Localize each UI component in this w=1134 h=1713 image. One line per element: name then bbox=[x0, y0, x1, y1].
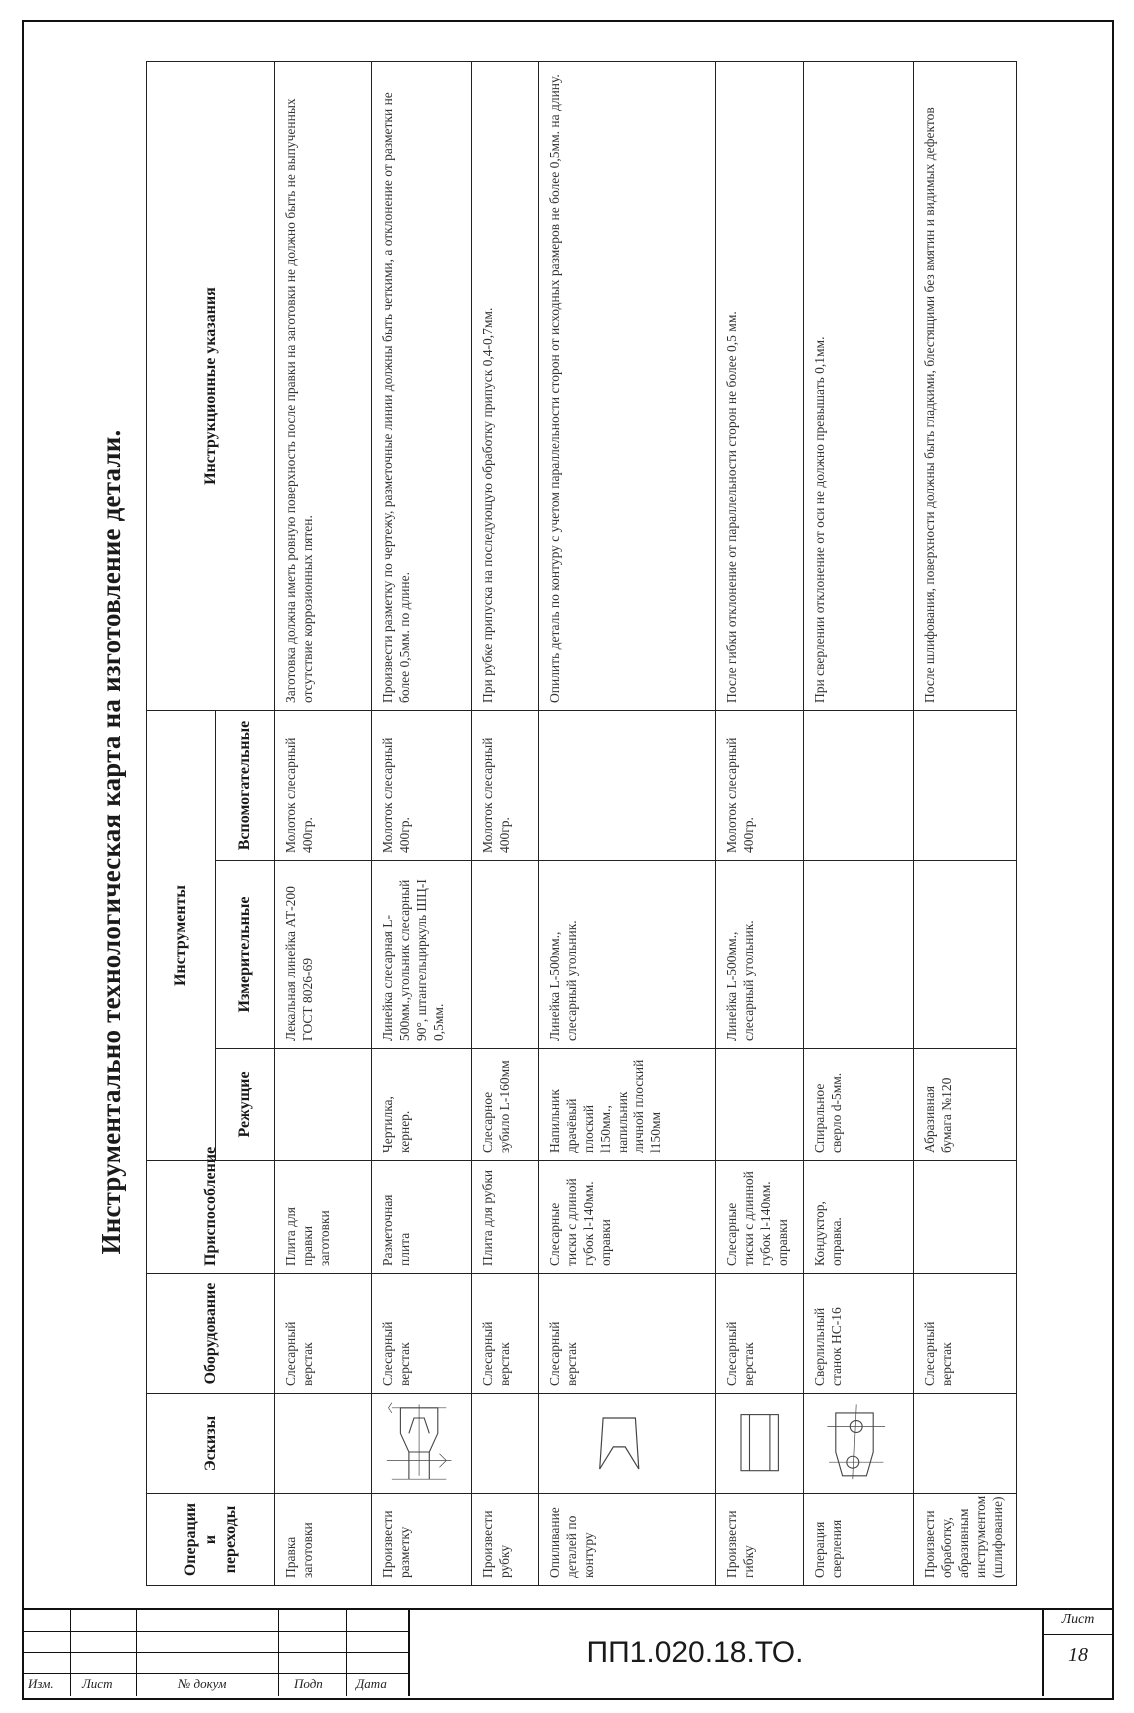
cell-cutting bbox=[716, 1049, 804, 1161]
cell-sketch bbox=[372, 1394, 472, 1494]
cell-equipment: Слесарный верстак bbox=[275, 1274, 372, 1394]
cell-measuring: Лекальная линейка АТ-200 ГОСТ 8026-69 bbox=[275, 861, 372, 1049]
table-row bbox=[914, 62, 1017, 1586]
cell-measuring bbox=[914, 861, 1017, 1049]
cell-instructions: Произвести разметку по чертежу, разметочные линии должны быть четкими, а отклонение от разметки не более 0,5мм. по длине. bbox=[372, 62, 472, 711]
table-row bbox=[539, 62, 716, 1586]
sheet-number: 18 bbox=[1068, 1644, 1088, 1666]
cell-fixture: Плита для правки заготовки bbox=[275, 1161, 372, 1274]
cell-equipment: Слесарный верстак bbox=[716, 1274, 804, 1394]
cell-operation: Произвести рубку bbox=[472, 1494, 539, 1586]
cell-cutting: Слесарное зубило L-160мм bbox=[472, 1049, 539, 1161]
cell-cutting: Спиральное сверло d-5мм. bbox=[804, 1049, 914, 1161]
table-row bbox=[716, 62, 804, 1586]
cell-instructions: Заготовка должна иметь ровную поверхность после правки на заготовки не должно быть не выпученных отсутствие коррозионных пятен. bbox=[275, 62, 372, 711]
cell-measuring bbox=[472, 861, 539, 1049]
cell-auxiliary: Молоток слесарный 400гр. bbox=[716, 711, 804, 861]
cell-measuring: Линейка слесарная L-500мм.,угольник слесарный 90°, штангельциркуль ШЦ-I 0,5мм. bbox=[372, 861, 472, 1049]
cell-cutting: Напильник драчёвый плоский l150мм., напильник личной плоский l150мм bbox=[539, 1049, 716, 1161]
cell-sketch bbox=[716, 1394, 804, 1494]
cell-fixture: Разметочная плита bbox=[372, 1161, 472, 1274]
title-block bbox=[24, 1608, 1112, 1698]
cell-instructions: Опилить деталь по контуру с учетом параллельности сторон от исходных размеров не более 0,5мм. на длину. bbox=[539, 62, 716, 711]
cell-instructions: При рубке припуска на последующую обработку припуск 0,4-0,7мм. bbox=[472, 62, 539, 711]
cell-equipment: Слесарный верстак bbox=[372, 1274, 472, 1394]
cell-operation: Произвести обработку, абразивным инструментом (шлифование) bbox=[914, 1494, 1017, 1586]
cell-cutting: Чертилка, кернер. bbox=[372, 1049, 472, 1161]
cell-auxiliary: Молоток слесарный 400гр. bbox=[275, 711, 372, 861]
document-code: ПП1.020.18.ТО. bbox=[586, 1636, 804, 1669]
cell-equipment: Сверлильный станок НС-16 bbox=[804, 1274, 914, 1394]
cell-sketch bbox=[804, 1394, 914, 1494]
cell-auxiliary bbox=[804, 711, 914, 861]
table-row bbox=[804, 62, 914, 1586]
stamp-label-list: Лист bbox=[82, 1676, 113, 1691]
cell-fixture: Плита для рубки bbox=[472, 1161, 539, 1274]
cell-fixture: Слесарные тиски с длиной губок l-140мм. оправки bbox=[539, 1161, 716, 1274]
stamp-label-doc: № докум bbox=[178, 1676, 227, 1691]
header-measuring: Измерительные bbox=[216, 861, 275, 1049]
cell-equipment: Слесарный верстак bbox=[472, 1274, 539, 1394]
filing-sketch bbox=[547, 1401, 692, 1486]
sheet-label: Лист bbox=[1044, 1612, 1112, 1635]
process-card-table bbox=[146, 61, 1017, 1586]
cell-fixture: Кондуктор, оправка. bbox=[804, 1161, 914, 1274]
bending-sketch bbox=[724, 1401, 795, 1486]
cell-measuring bbox=[804, 861, 914, 1049]
drilling-sketch bbox=[812, 1401, 900, 1486]
cell-sketch bbox=[472, 1394, 539, 1494]
cell-operation: Операция сверления bbox=[804, 1494, 914, 1586]
cell-sketch bbox=[275, 1394, 372, 1494]
cell-instructions: При сверлении отклонение от оси не должно превышать 0,1мм. bbox=[804, 62, 914, 711]
cell-auxiliary bbox=[914, 711, 1017, 861]
header-operations: Операции и переходы bbox=[147, 1494, 275, 1586]
cell-operation: Произвести гибку bbox=[716, 1494, 804, 1586]
cell-auxiliary: Молоток слесарный 400гр. bbox=[472, 711, 539, 861]
drawing-sheet bbox=[22, 20, 1114, 1700]
stamp-label-izm: Изм. bbox=[28, 1676, 54, 1691]
table-row bbox=[472, 62, 539, 1586]
cell-operation: Произвести разметку bbox=[372, 1494, 472, 1586]
marking-sketch bbox=[380, 1401, 458, 1486]
header-fixture: Приспособление bbox=[147, 1161, 275, 1274]
cell-cutting: Абразивная бумага №120 bbox=[914, 1049, 1017, 1161]
cell-sketch bbox=[914, 1394, 1017, 1494]
header-sketches: Эскизы bbox=[147, 1394, 275, 1494]
header-cutting: Режущие bbox=[216, 1049, 275, 1161]
header-auxiliary: Вспомогательные bbox=[216, 711, 275, 861]
cell-instructions: После гибки отклонение от параллельности сторон не более 0,5 мм. bbox=[716, 62, 804, 711]
header-tools: Инструменты bbox=[147, 711, 216, 1161]
table-row bbox=[275, 62, 372, 1586]
sheet-number-box bbox=[1042, 1610, 1112, 1696]
cell-sketch bbox=[539, 1394, 716, 1494]
cell-auxiliary bbox=[539, 711, 716, 861]
stamp-label-sign: Подп bbox=[294, 1676, 323, 1691]
revision-grid bbox=[24, 1610, 410, 1696]
cell-instructions: После шлифования, поверхности должны быть гладкими, блестящими без вмятин и видимых дефектов bbox=[914, 62, 1017, 711]
cell-fixture bbox=[914, 1161, 1017, 1274]
table-row bbox=[372, 62, 472, 1586]
header-equipment: Оборудование bbox=[147, 1274, 275, 1394]
cell-measuring: Линейка L-500мм., слесарный угольник. bbox=[716, 861, 804, 1049]
cell-equipment: Слесарный верстак bbox=[914, 1274, 1017, 1394]
cell-operation: Опиливание деталей по контуру bbox=[539, 1494, 716, 1586]
page-title: Инструментально технологическая карта на изготовление детали. bbox=[96, 429, 126, 1255]
header-instructions: Инструкционные указания bbox=[147, 62, 275, 711]
cell-equipment: Слесарный верстак bbox=[539, 1274, 716, 1394]
cell-fixture: Слесарные тиски с длинной губок l-140мм. оправки bbox=[716, 1161, 804, 1274]
cell-auxiliary: Молоток слесарный 400гр. bbox=[372, 711, 472, 861]
rotated-content bbox=[50, 62, 1095, 1622]
cell-cutting bbox=[275, 1049, 372, 1161]
cell-operation: Правка заготовки bbox=[275, 1494, 372, 1586]
stamp-label-date: Дата bbox=[356, 1676, 387, 1691]
cell-measuring: Линейка L-500мм., слесарный угольник. bbox=[539, 861, 716, 1049]
